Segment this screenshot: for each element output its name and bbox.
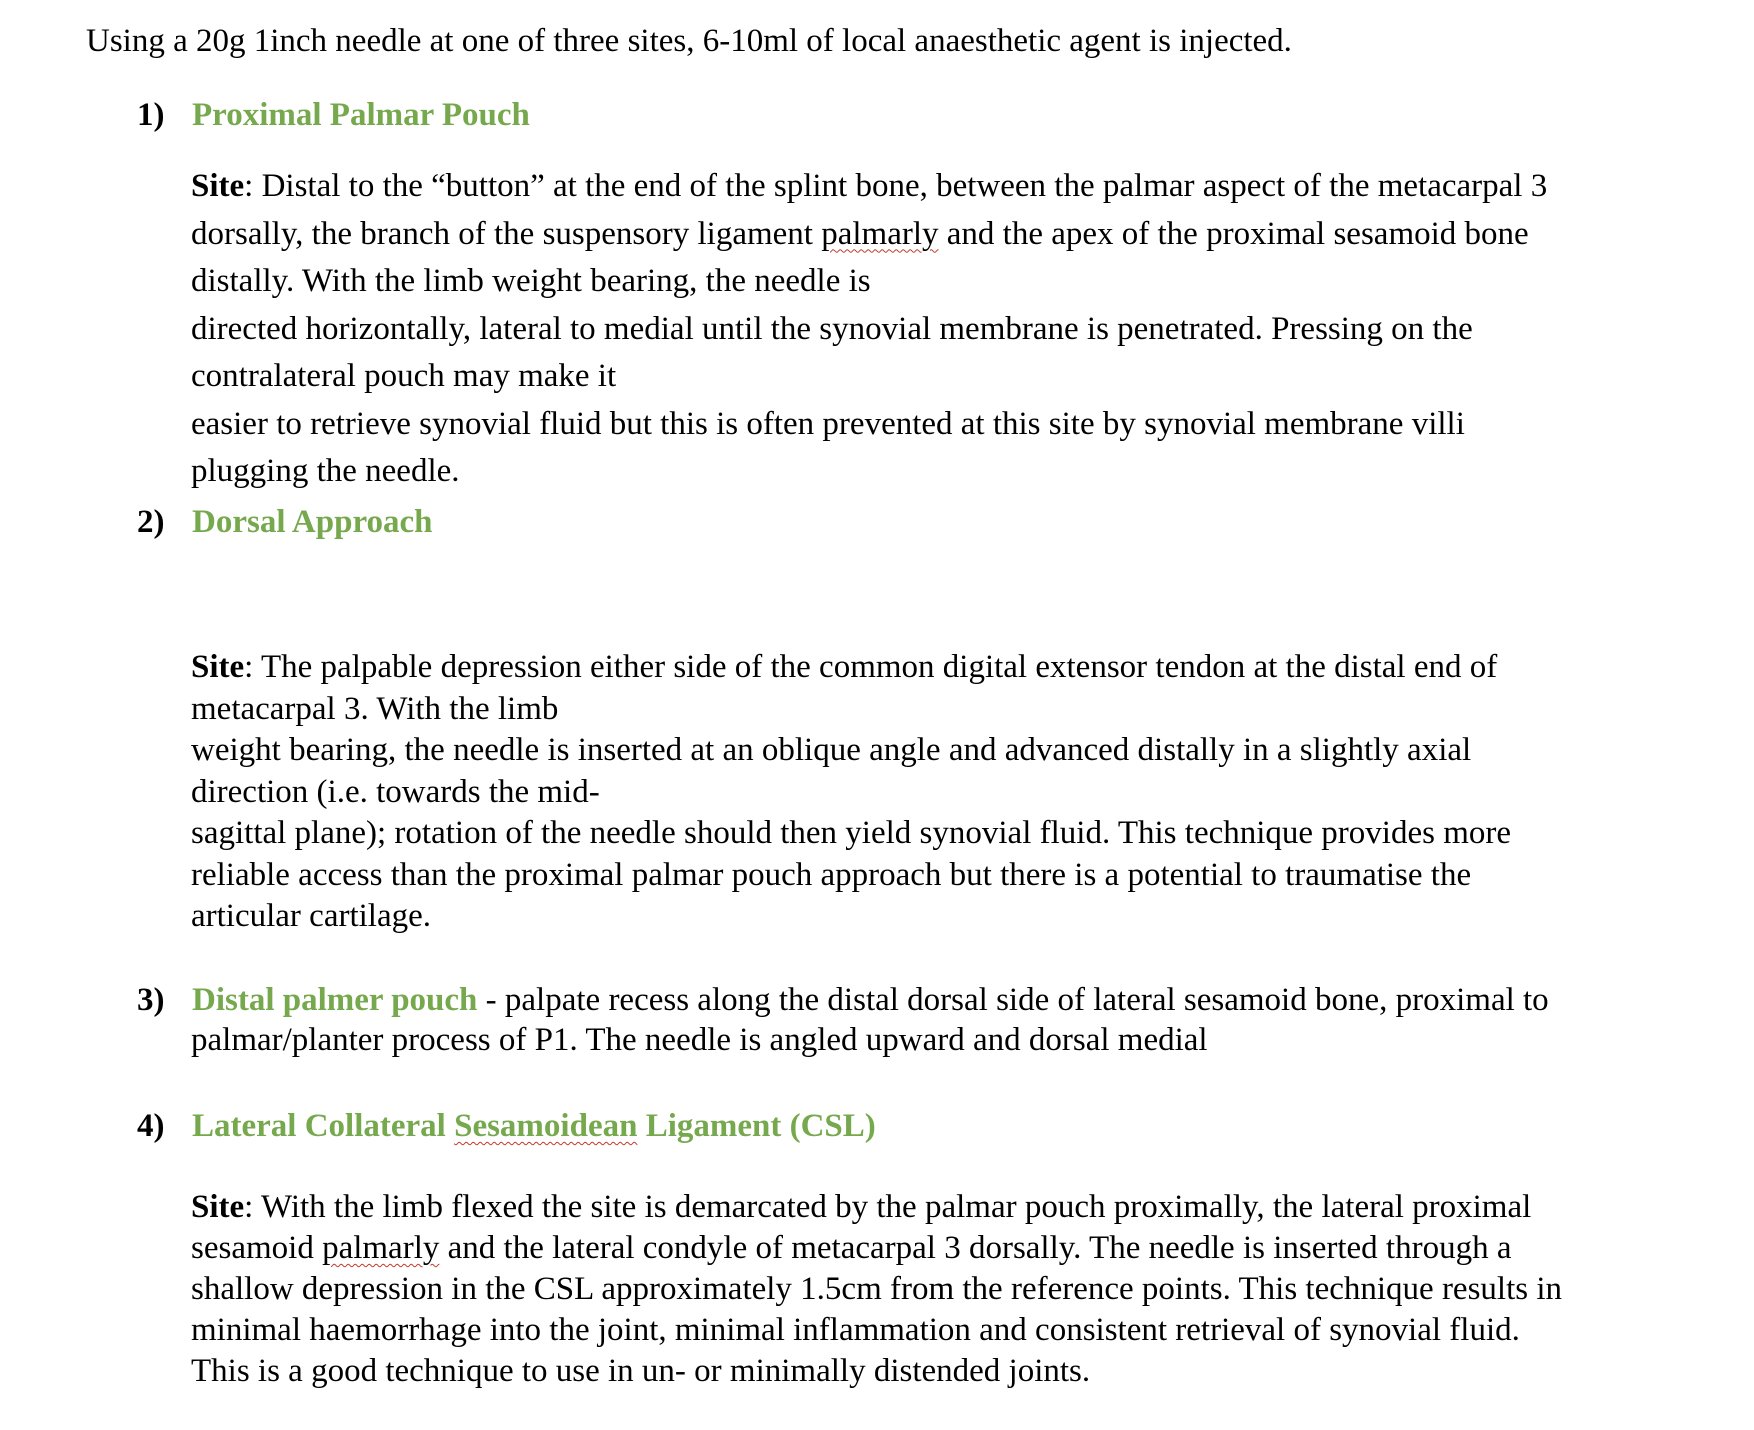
section-1-line-4: directed horizontally, lateral to medial until the synovial membrane is penetrated. Pressing on the [191, 310, 1473, 347]
section-1-body [191, 163, 1691, 496]
section-2-line-4: direction (i.e. towards the mid- [191, 773, 600, 810]
section-1-line-7: plugging the needle. [191, 453, 460, 489]
section-3-number: 3) [137, 982, 165, 1018]
section-4-title-c: Ligament (CSL) [637, 1108, 876, 1144]
section-1-line-3: distally. With the limb weight bearing, the needle is [191, 263, 871, 299]
section-1-line-5: contralateral pouch may make it [191, 358, 617, 394]
spellcheck-word[interactable]: palmarly [322, 1230, 440, 1266]
section-2-line-7: articular cartilage. [191, 898, 432, 934]
section-2-title: Dorsal Approach [192, 504, 433, 540]
spellcheck-word[interactable]: palmarly [821, 215, 939, 252]
section-1-number: 1) [137, 97, 165, 133]
section-2-line-6: reliable access than the proximal palmar pouch approach but there is a potential to traumatise the [191, 856, 1472, 893]
section-4-body [191, 1187, 1691, 1392]
section-3-title: Distal palmer pouch [192, 982, 478, 1018]
section-2-line-1: Site: The palpable depression either side of the common digital extensor tendon at the distal end of [191, 649, 1498, 685]
section-3-line-2: palmar/planter process of P1. The needle is angled upward and dorsal medial [191, 1022, 1208, 1058]
section-1-line-2: dorsally, the branch of the suspensory ligament palmarly and the apex of the proximal sesamoid bone [191, 215, 1529, 252]
section-2-body [191, 647, 1691, 938]
spellcheck-word[interactable]: Sesamoidean [454, 1108, 638, 1144]
section-2-line-5: sagittal plane); rotation of the needle should then yield synovial fluid. This technique provides more [191, 815, 1511, 851]
section-2-heading [137, 499, 433, 545]
section-3-inline-text: - palpate recess along the distal dorsal side of lateral sesamoid bone, proximal to [477, 982, 1549, 1018]
site-label: Site [191, 1189, 245, 1225]
section-2-number: 2) [137, 504, 165, 540]
site-label: Site [191, 168, 245, 204]
section-2-line-3: weight bearing, the needle is inserted at an oblique angle and advanced distally in a slightly axial [191, 732, 1472, 768]
section-4-line-3: shallow depression in the CSL approximately 1.5cm from the reference points. This technique results in [191, 1271, 1563, 1307]
section-1-title: Proximal Palmar Pouch [192, 97, 530, 133]
section-3-heading [137, 977, 1549, 1023]
section-1-heading [137, 92, 530, 138]
section-4-line-4: minimal haemorrhage into the joint, minimal inflammation and consistent retrieval of synovial fluid. [191, 1312, 1520, 1348]
section-3-body [191, 1020, 1691, 1061]
section-4-number: 4) [137, 1108, 165, 1144]
section-1-line-6: easier to retrieve synovial fluid but this is often prevented at this site by synovial membrane villi [191, 405, 1465, 442]
section-4-line-2: sesamoid palmarly and the lateral condyle of metacarpal 3 dorsally. The needle is inserted through a [191, 1230, 1512, 1266]
site-label: Site [191, 649, 245, 685]
section-4-line-5: This is a good technique to use in un- or minimally distended joints. [191, 1353, 1091, 1389]
intro-paragraph: Using a 20g 1inch needle at one of three sites, 6-10ml of local anaesthetic agent is injected. [86, 23, 1292, 59]
section-2-line-2: metacarpal 3. With the limb [191, 690, 559, 727]
section-4-title-a: Lateral Collateral [192, 1108, 455, 1144]
section-1-line-1: Site: Distal to the “button” at the end of the splint bone, between the palmar aspect of the metacarpal 3 [191, 168, 1548, 204]
section-4-heading [137, 1103, 876, 1149]
section-4-line-1: Site: With the limb flexed the site is demarcated by the palmar pouch proximally, the lateral proximal [191, 1189, 1532, 1225]
